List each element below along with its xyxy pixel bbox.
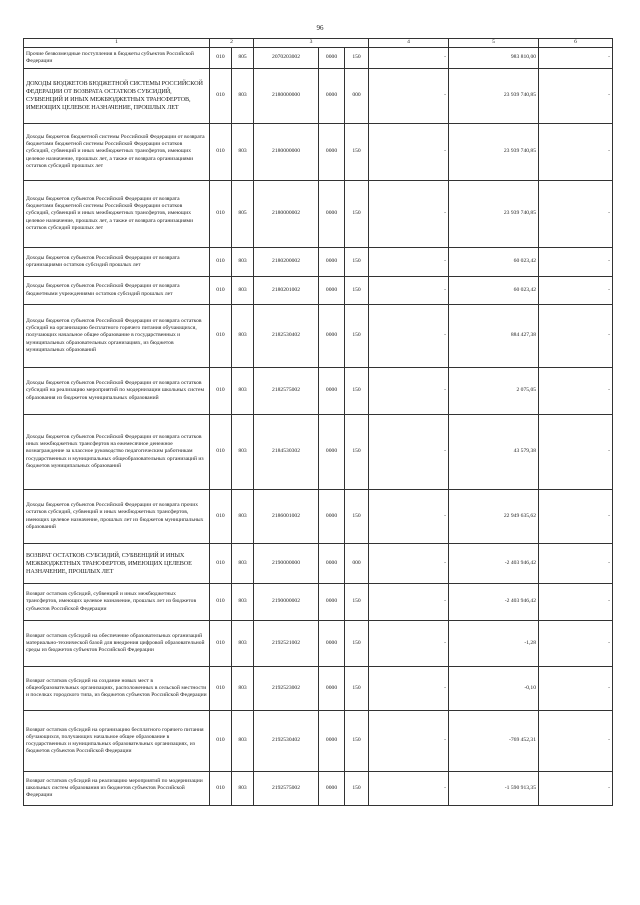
kosgu-code: 000 [345,544,369,584]
income-code: 2186001002 [254,490,319,544]
income-code: 2180000000 [254,124,319,181]
row-name: ДОХОДЫ БЮДЖЕТОВ БЮДЖЕТНОЙ СИСТЕМЫ РОССИЙСКОЙ ФЕДЕРАЦИИ ОТ ВОЗВРАТА ОСТАТКОВ СУБСИДИЙ, СУБВЕНЦИЙ И ИНЫХ МЕЖБЮДЖЕТНЫХ ТРАНСФЕРТОВ, ИМЕЮЩИХ ЦЕЛЕВОЕ НАЗНАЧЕНИЕ, ПРОШЛЫХ ЛЕТ [24,69,210,124]
column-6-value: - [539,305,613,368]
chapter-code: 803 [232,277,254,305]
table-row [24,544,613,584]
row-name: Доходы бюджетов субъектов Российской Федерации от возврата остатков иных межбюджетных трансфертов на ежемесячное денежное вознаграждение за классное руководство педагогическим работникам государственных и муниципальных общеобразовательных организаций из бюджетов муниципальных образований [24,415,210,490]
column-4-value: - [369,277,449,305]
chapter-code: 803 [232,368,254,415]
table-row [24,124,613,181]
table-row [24,48,613,69]
column-6-value: - [539,181,613,248]
table-row [24,415,613,490]
chapter-code: 803 [232,667,254,711]
chapter-code: 803 [232,772,254,806]
column-6-value: - [539,277,613,305]
admin-code: 010 [210,69,232,124]
kosgu-code: 000 [345,69,369,124]
admin-code: 010 [210,305,232,368]
kosgu-code: 150 [345,415,369,490]
income-code: 2192575002 [254,772,319,806]
row-name: Доходы бюджетов субъектов Российской Федерации от возврата бюджетными учреждениями остатков субсидий прошлых лет [24,277,210,305]
admin-code: 010 [210,772,232,806]
kosgu-code: 150 [345,277,369,305]
column-4-value: - [369,181,449,248]
admin-code: 010 [210,490,232,544]
row-name: Доходы бюджетов субъектов Российской Федерации от возврата остатков субсидий на организацию бесплатного горячего питания обучающихся, получающих начальное общее образование в государственных и муниципальных образовательных организациях, из бюджетов муниципальных образований [24,305,210,368]
income-code: 2180200002 [254,248,319,277]
column-6-value: - [539,69,613,124]
table-row [24,248,613,277]
column-6-value: - [539,48,613,69]
column-4-value: - [369,584,449,621]
row-name: Возврат остатков субсидий на организацию бесплатного горячего питания обучающихся, получающих начальное общее образование в государственных и муниципальных образовательных организациях, из бюджетов субъектов Российской Федерации [24,711,210,772]
column-5-value: -0,10 [449,667,539,711]
column-4-value: - [369,124,449,181]
column-5-value: 60 023,42 [449,277,539,305]
subtype-code: 0000 [319,584,345,621]
column-5-value: 2 075,05 [449,368,539,415]
income-code: 2192523002 [254,667,319,711]
chapter-code: 803 [232,490,254,544]
row-name: ВОЗВРАТ ОСТАТКОВ СУБСИДИЙ, СУБВЕНЦИЙ И ИНЫХ МЕЖБЮДЖЕТНЫХ ТРАНСФЕРТОВ, ИМЕЮЩИХ ЦЕЛЕВОЕ НАЗНАЧЕНИЕ, ПРОШЛЫХ ЛЕТ [24,544,210,584]
column-5-value: 60 023,42 [449,248,539,277]
kosgu-code: 150 [345,584,369,621]
chapter-code: 803 [232,544,254,584]
subtype-code: 0000 [319,711,345,772]
kosgu-code: 150 [345,711,369,772]
admin-code: 010 [210,544,232,584]
column-5-value: -2 403 946,42 [449,544,539,584]
column-6-value: - [539,368,613,415]
table-row [24,667,613,711]
admin-code: 010 [210,711,232,772]
subtype-code: 0000 [319,621,345,667]
column-4-value: - [369,667,449,711]
admin-code: 010 [210,415,232,490]
subtype-code: 0000 [319,248,345,277]
income-code: 2190000002 [254,584,319,621]
table-row [24,69,613,124]
column-4-value: - [369,69,449,124]
kosgu-code: 150 [345,48,369,69]
kosgu-code: 150 [345,305,369,368]
column-number: 6 [539,39,613,48]
income-code: 2180000002 [254,181,319,248]
column-6-value: - [539,772,613,806]
column-6-value: - [539,711,613,772]
column-5-value: 884 427,38 [449,305,539,368]
column-number: 3 [254,39,369,48]
column-number-row [24,39,613,48]
row-name: Прочие безвозмездные поступления в бюджеты субъектов Российской Федерации [24,48,210,69]
admin-code: 010 [210,48,232,69]
column-5-value: 23 939 740,85 [449,181,539,248]
income-code: 2192521002 [254,621,319,667]
admin-code: 010 [210,368,232,415]
admin-code: 010 [210,621,232,667]
column-4-value: - [369,544,449,584]
table-row [24,621,613,667]
chapter-code: 803 [232,415,254,490]
column-4-value: - [369,415,449,490]
chapter-code: 803 [232,621,254,667]
column-6-value: - [539,415,613,490]
kosgu-code: 150 [345,490,369,544]
chapter-code: 805 [232,48,254,69]
chapter-code: 805 [232,181,254,248]
kosgu-code: 150 [345,248,369,277]
table-row [24,584,613,621]
column-4-value: - [369,48,449,69]
row-name: Доходы бюджетов субъектов Российской Федерации от возврата организациями остатков субсидий прошлых лет [24,248,210,277]
column-6-value: - [539,124,613,181]
subtype-code: 0000 [319,181,345,248]
table-row [24,368,613,415]
chapter-code: 803 [232,584,254,621]
chapter-code: 803 [232,124,254,181]
income-code: 2192530402 [254,711,319,772]
column-6-value: - [539,667,613,711]
row-name: Доходы бюджетов бюджетной системы Российской Федерации от возврата бюджетами бюджетной системы Российской Федерации остатков субсидий, субвенций и иных межбюджетных трансфертов, имеющих целевое назначение, прошлых лет, а также от возврата организациями остатков субсидий прошлых лет [24,124,210,181]
kosgu-code: 150 [345,368,369,415]
income-code: 2180000000 [254,69,319,124]
column-5-value: -1 590 913,35 [449,772,539,806]
kosgu-code: 150 [345,621,369,667]
income-code: 2184530302 [254,415,319,490]
row-name: Доходы бюджетов субъектов Российской Федерации от возврата бюджетами бюджетной системы Российской Федерации остатков субсидий, субвенций и иных межбюджетных трансфертов, имеющих целевое назначение, прошлых лет, а также от возврата организациями остатков субсидий прошлых лет [24,181,210,248]
income-code: 2180201002 [254,277,319,305]
column-4-value: - [369,621,449,667]
column-4-value: - [369,711,449,772]
column-5-value: 43 579,38 [449,415,539,490]
column-6-value: - [539,621,613,667]
row-name: Возврат остатков субсидий, субвенций и иных межбюджетных трансфертов, имеющих целевое назначение, прошлых лет из бюджетов субъектов Российской Федерации [24,584,210,621]
income-code: 2182575002 [254,368,319,415]
kosgu-code: 150 [345,667,369,711]
admin-code: 010 [210,181,232,248]
subtype-code: 0000 [319,48,345,69]
column-number: 2 [210,39,254,48]
table-row [24,305,613,368]
column-6-value: - [539,584,613,621]
kosgu-code: 150 [345,124,369,181]
admin-code: 010 [210,667,232,711]
column-6-value: - [539,544,613,584]
table-row [24,490,613,544]
subtype-code: 0000 [319,544,345,584]
chapter-code: 803 [232,305,254,368]
subtype-code: 0000 [319,415,345,490]
income-code: 2182530402 [254,305,319,368]
column-4-value: - [369,305,449,368]
table-row [24,181,613,248]
income-code: 2070203002 [254,48,319,69]
subtype-code: 0000 [319,305,345,368]
column-4-value: - [369,772,449,806]
column-5-value: 22 949 635,62 [449,490,539,544]
column-5-value: -2 403 946,42 [449,584,539,621]
subtype-code: 0000 [319,368,345,415]
column-5-value: -769 452,31 [449,711,539,772]
column-6-value: - [539,248,613,277]
subtype-code: 0000 [319,124,345,181]
column-number: 4 [369,39,449,48]
kosgu-code: 150 [345,772,369,806]
row-name: Доходы бюджетов субъектов Российской Федерации от возврата остатков субсидий на реализацию мероприятий по модернизации школьных систем образования из бюджетов муниципальных образований [24,368,210,415]
row-name: Доходы бюджетов субъектов Российской Федерации от возврата прочих остатков субсидий, субвенций и иных межбюджетных трансфертов, имеющих целевое назначение, прошлых лет из бюджетов муниципальных образований [24,490,210,544]
column-4-value: - [369,490,449,544]
row-name: Возврат остатков субсидий на обеспечение образовательных организаций материально-технической базой для внедрения цифровой образовательной среды из бюджетов субъектов Российской Федерации [24,621,210,667]
row-name: Возврат остатков субсидий на реализацию мероприятий по модернизации школьных систем образования из бюджетов субъектов Российской Федерации [24,772,210,806]
subtype-code: 0000 [319,490,345,544]
column-4-value: - [369,248,449,277]
admin-code: 010 [210,584,232,621]
column-number: 5 [449,39,539,48]
admin-code: 010 [210,124,232,181]
column-number: 1 [24,39,210,48]
admin-code: 010 [210,248,232,277]
column-5-value: -1,28 [449,621,539,667]
column-6-value: - [539,490,613,544]
subtype-code: 0000 [319,667,345,711]
subtype-code: 0000 [319,69,345,124]
subtype-code: 0000 [319,772,345,806]
admin-code: 010 [210,277,232,305]
table-row [24,772,613,806]
chapter-code: 803 [232,69,254,124]
column-5-value: 23 939 740,85 [449,124,539,181]
budget-table [23,38,613,806]
column-5-value: 983 810,00 [449,48,539,69]
chapter-code: 803 [232,248,254,277]
table-row [24,277,613,305]
subtype-code: 0000 [319,277,345,305]
column-4-value: - [369,368,449,415]
page-number: 96 [316,24,324,32]
table-row [24,711,613,772]
row-name: Возврат остатков субсидий на создание новых мест в общеобразовательных организациях, расположенных в сельской местности и поселках городского типа, из бюджетов субъектов Российской Федерации [24,667,210,711]
chapter-code: 803 [232,711,254,772]
column-5-value: 23 939 740,85 [449,69,539,124]
income-code: 2190000000 [254,544,319,584]
kosgu-code: 150 [345,181,369,248]
